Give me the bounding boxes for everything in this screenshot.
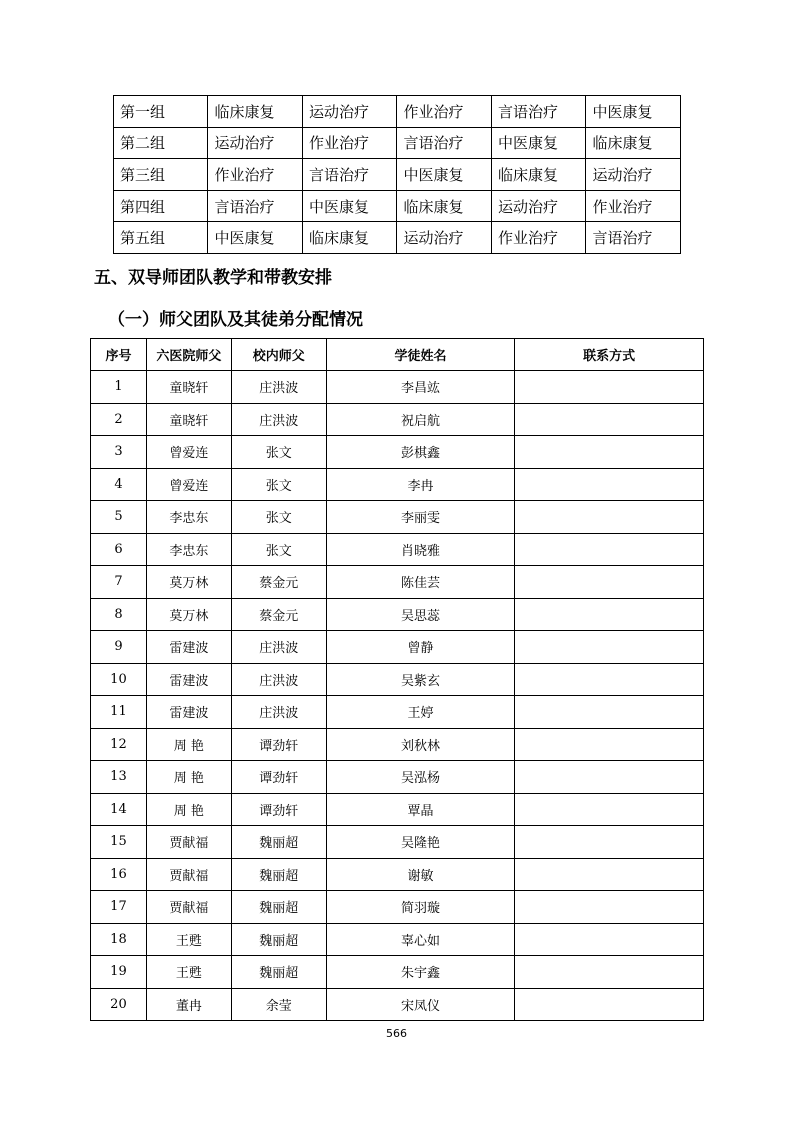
- cell-apprentice-name: 陈佳芸: [326, 566, 515, 599]
- table-row: [114, 222, 681, 254]
- table-header-row: [91, 339, 704, 371]
- cell-school-mentor: 谭劲轩: [231, 793, 326, 826]
- table-row: [91, 793, 704, 826]
- table-row: [114, 127, 681, 159]
- table-row: [91, 403, 704, 436]
- cell-apprentice-name: 彭棋鑫: [326, 436, 515, 469]
- mentor-assignment-table: [90, 338, 704, 1021]
- cell-index: 4: [91, 468, 147, 501]
- cell-hospital-mentor: 童晓轩: [146, 371, 231, 404]
- table-row: [91, 501, 704, 534]
- rotation-cell: 临床康复: [302, 222, 397, 254]
- cell-index: 20: [91, 988, 147, 1021]
- cell-contact: [515, 923, 704, 956]
- rotation-cell: 作业治疗: [397, 96, 492, 128]
- cell-contact: [515, 468, 704, 501]
- cell-school-mentor: 庄洪波: [231, 371, 326, 404]
- cell-apprentice-name: 刘秋林: [326, 728, 515, 761]
- cell-apprentice-name: 曾静: [326, 631, 515, 664]
- cell-contact: [515, 761, 704, 794]
- rotation-cell: 运动治疗: [586, 159, 681, 191]
- table-row: [91, 631, 704, 664]
- cell-school-mentor: 蔡金元: [231, 566, 326, 599]
- rotation-cell: 言语治疗: [491, 96, 586, 128]
- group-label: 第五组: [114, 222, 208, 254]
- cell-contact: [515, 436, 704, 469]
- cell-index: 13: [91, 761, 147, 794]
- cell-school-mentor: 张文: [231, 436, 326, 469]
- cell-apprentice-name: 李冉: [326, 468, 515, 501]
- cell-school-mentor: 魏丽超: [231, 923, 326, 956]
- cell-index: 19: [91, 956, 147, 989]
- cell-school-mentor: 蔡金元: [231, 598, 326, 631]
- table-row: [91, 956, 704, 989]
- cell-apprentice-name: 宋凤仪: [326, 988, 515, 1021]
- cell-school-mentor: 张文: [231, 468, 326, 501]
- cell-hospital-mentor: 李忠东: [146, 501, 231, 534]
- rotation-cell: 作业治疗: [491, 222, 586, 254]
- cell-index: 15: [91, 826, 147, 859]
- rotation-cell: 作业治疗: [208, 159, 303, 191]
- table-row: [91, 566, 704, 599]
- cell-apprentice-name: 祝启航: [326, 403, 515, 436]
- cell-hospital-mentor: 曾爱连: [146, 436, 231, 469]
- sub-heading: （一）师父团队及其徒弟分配情况: [108, 310, 363, 330]
- cell-apprentice-name: 李丽雯: [326, 501, 515, 534]
- rotation-cell: 言语治疗: [586, 222, 681, 254]
- cell-apprentice-name: 王婷: [326, 696, 515, 729]
- rotation-cell: 言语治疗: [208, 190, 303, 222]
- rotation-cell: 中医康复: [302, 190, 397, 222]
- table-row: [91, 696, 704, 729]
- cell-contact: [515, 631, 704, 664]
- cell-hospital-mentor: 贾献福: [146, 891, 231, 924]
- table-row: [114, 190, 681, 222]
- rotation-cell: 临床康复: [491, 159, 586, 191]
- cell-school-mentor: 谭劲轩: [231, 761, 326, 794]
- cell-contact: [515, 988, 704, 1021]
- header-apprentice-name: 学徒姓名: [326, 339, 515, 371]
- table-row: [91, 761, 704, 794]
- rotation-cell: 临床康复: [397, 190, 492, 222]
- table-row: [91, 728, 704, 761]
- cell-school-mentor: 张文: [231, 533, 326, 566]
- cell-school-mentor: 庄洪波: [231, 403, 326, 436]
- table-row: [91, 533, 704, 566]
- cell-contact: [515, 501, 704, 534]
- rotation-cell: 作业治疗: [302, 127, 397, 159]
- table-row: [91, 923, 704, 956]
- cell-index: 16: [91, 858, 147, 891]
- header-hospital-mentor: 六医院师父: [146, 339, 231, 371]
- cell-hospital-mentor: 李忠东: [146, 533, 231, 566]
- rotation-cell: 运动治疗: [397, 222, 492, 254]
- group-label: 第二组: [114, 127, 208, 159]
- cell-index: 3: [91, 436, 147, 469]
- rotation-cell: 言语治疗: [397, 127, 492, 159]
- rotation-cell: 临床康复: [586, 127, 681, 159]
- table-row: [114, 159, 681, 191]
- header-school-mentor: 校内师父: [231, 339, 326, 371]
- table-row: [91, 371, 704, 404]
- rotation-schedule-table: [113, 95, 681, 254]
- rotation-cell: 临床康复: [208, 96, 303, 128]
- cell-contact: [515, 566, 704, 599]
- cell-index: 1: [91, 371, 147, 404]
- cell-hospital-mentor: 董冉: [146, 988, 231, 1021]
- table-row: [91, 891, 704, 924]
- cell-school-mentor: 庄洪波: [231, 696, 326, 729]
- group-label: 第四组: [114, 190, 208, 222]
- cell-hospital-mentor: 雷建波: [146, 631, 231, 664]
- table-row: [91, 468, 704, 501]
- header-contact: 联系方式: [515, 339, 704, 371]
- rotation-cell: 中医康复: [397, 159, 492, 191]
- cell-hospital-mentor: 雷建波: [146, 663, 231, 696]
- table-row: [91, 826, 704, 859]
- cell-index: 5: [91, 501, 147, 534]
- cell-school-mentor: 魏丽超: [231, 826, 326, 859]
- cell-hospital-mentor: 莫万林: [146, 566, 231, 599]
- rotation-cell: 作业治疗: [586, 190, 681, 222]
- cell-school-mentor: 魏丽超: [231, 858, 326, 891]
- cell-contact: [515, 663, 704, 696]
- cell-contact: [515, 728, 704, 761]
- cell-school-mentor: 谭劲轩: [231, 728, 326, 761]
- cell-school-mentor: 庄洪波: [231, 663, 326, 696]
- table-row: [91, 858, 704, 891]
- cell-apprentice-name: 肖晓雅: [326, 533, 515, 566]
- rotation-cell: 中医康复: [208, 222, 303, 254]
- rotation-cell: 运动治疗: [208, 127, 303, 159]
- cell-index: 2: [91, 403, 147, 436]
- rotation-cell: 言语治疗: [302, 159, 397, 191]
- cell-hospital-mentor: 周 艳: [146, 793, 231, 826]
- cell-school-mentor: 魏丽超: [231, 891, 326, 924]
- table-row: [91, 598, 704, 631]
- cell-index: 17: [91, 891, 147, 924]
- cell-contact: [515, 858, 704, 891]
- page-number: 566: [386, 1027, 407, 1040]
- cell-hospital-mentor: 王甦: [146, 956, 231, 989]
- cell-hospital-mentor: 贾献福: [146, 858, 231, 891]
- cell-contact: [515, 533, 704, 566]
- cell-apprentice-name: 吴隆艳: [326, 826, 515, 859]
- cell-apprentice-name: 吴紫玄: [326, 663, 515, 696]
- cell-apprentice-name: 李昌竑: [326, 371, 515, 404]
- cell-hospital-mentor: 雷建波: [146, 696, 231, 729]
- cell-contact: [515, 598, 704, 631]
- cell-apprentice-name: 吴泓杨: [326, 761, 515, 794]
- cell-apprentice-name: 朱宇鑫: [326, 956, 515, 989]
- cell-hospital-mentor: 莫万林: [146, 598, 231, 631]
- rotation-cell: 运动治疗: [491, 190, 586, 222]
- cell-index: 18: [91, 923, 147, 956]
- cell-contact: [515, 826, 704, 859]
- cell-hospital-mentor: 曾爱连: [146, 468, 231, 501]
- table-row: [91, 436, 704, 469]
- cell-apprentice-name: 覃晶: [326, 793, 515, 826]
- cell-hospital-mentor: 周 艳: [146, 761, 231, 794]
- cell-contact: [515, 371, 704, 404]
- group-label: 第一组: [114, 96, 208, 128]
- group-label: 第三组: [114, 159, 208, 191]
- cell-contact: [515, 696, 704, 729]
- table-row: [91, 663, 704, 696]
- cell-hospital-mentor: 贾献福: [146, 826, 231, 859]
- rotation-table-body: [114, 96, 681, 254]
- rotation-cell: 运动治疗: [302, 96, 397, 128]
- cell-contact: [515, 956, 704, 989]
- cell-hospital-mentor: 童晓轩: [146, 403, 231, 436]
- header-index: 序号: [91, 339, 147, 371]
- cell-index: 11: [91, 696, 147, 729]
- cell-hospital-mentor: 王甦: [146, 923, 231, 956]
- cell-index: 7: [91, 566, 147, 599]
- cell-index: 14: [91, 793, 147, 826]
- cell-school-mentor: 余莹: [231, 988, 326, 1021]
- cell-school-mentor: 魏丽超: [231, 956, 326, 989]
- cell-index: 12: [91, 728, 147, 761]
- cell-apprentice-name: 吴思蕊: [326, 598, 515, 631]
- cell-index: 10: [91, 663, 147, 696]
- table-row: [114, 96, 681, 128]
- table-row: [91, 988, 704, 1021]
- cell-contact: [515, 793, 704, 826]
- rotation-cell: 中医康复: [491, 127, 586, 159]
- cell-apprentice-name: 辜心如: [326, 923, 515, 956]
- mentor-table-body: [91, 371, 704, 1021]
- cell-apprentice-name: 简羽璇: [326, 891, 515, 924]
- cell-hospital-mentor: 周 艳: [146, 728, 231, 761]
- cell-apprentice-name: 谢敏: [326, 858, 515, 891]
- cell-contact: [515, 891, 704, 924]
- rotation-cell: 中医康复: [586, 96, 681, 128]
- section-heading: 五、双导师团队教学和带教安排: [94, 268, 332, 288]
- cell-contact: [515, 403, 704, 436]
- cell-school-mentor: 庄洪波: [231, 631, 326, 664]
- cell-index: 9: [91, 631, 147, 664]
- cell-school-mentor: 张文: [231, 501, 326, 534]
- cell-index: 8: [91, 598, 147, 631]
- cell-index: 6: [91, 533, 147, 566]
